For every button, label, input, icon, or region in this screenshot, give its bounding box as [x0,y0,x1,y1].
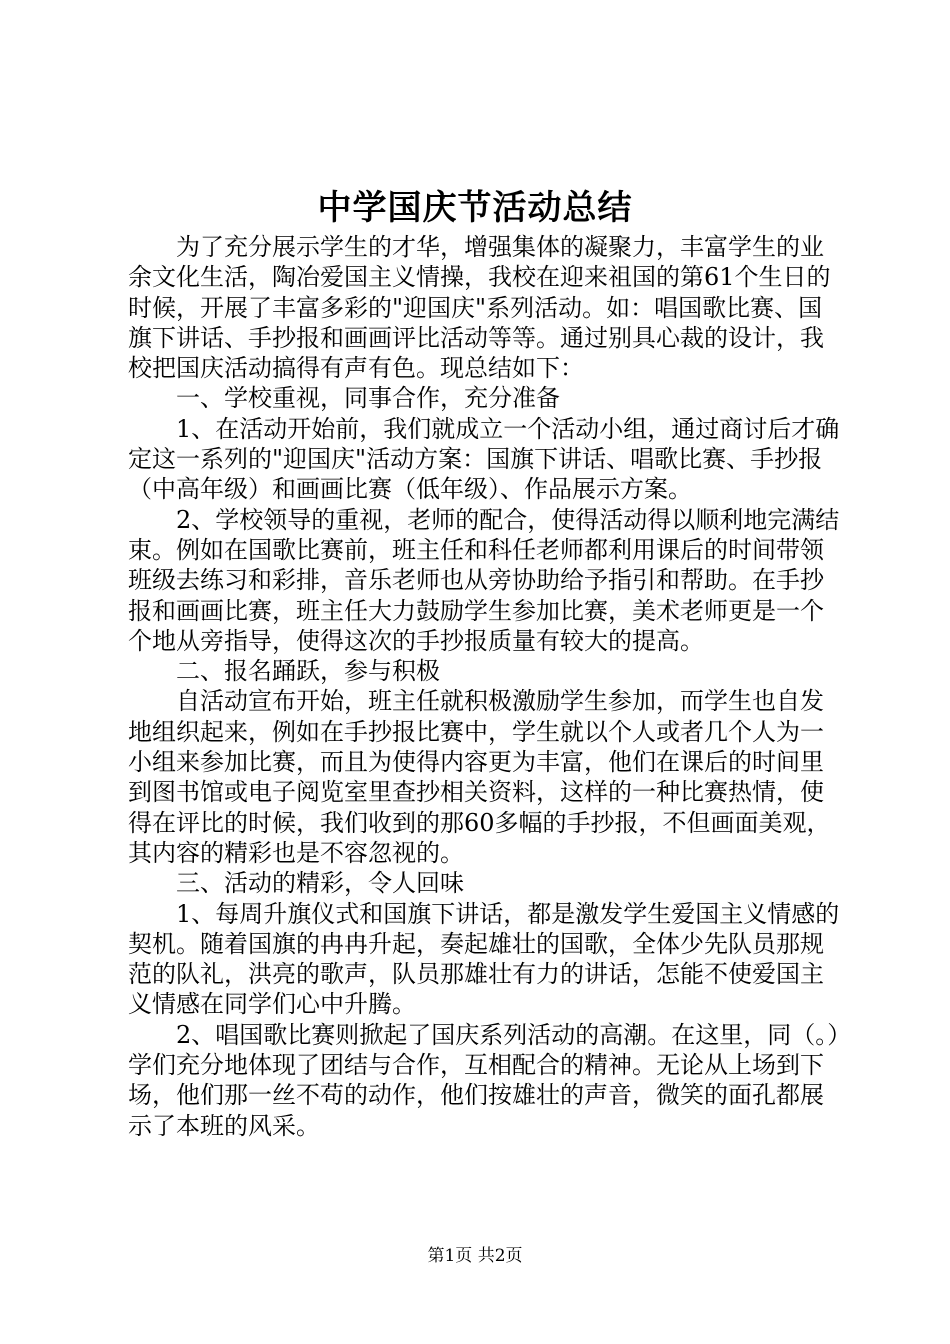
section-2-paragraph-1: 自活动宣布开始，班主任就积极激励学生参加，而学生也自发地组织起来，例如在手抄报比赛中，学生就以个人或者几个人为一小组来参加比赛，而且为使得内容更为丰富，他们在课后的时间里到图书馆或电子阅览室里查抄相关资料，这样的一种比赛热情，使得在评比的时候，我们收到的那60多幅的手抄报，不但画面美观，其内容的精彩也是不容忽视的。 [128,687,831,867]
intro-paragraph: 为了充分展示学生的才华，增强集体的凝聚力，丰富学生的业余文化生活，陶冶爱国主义情操，我校在迎来祖国的第61个生日的时候，开展了丰富多彩的"迎国庆"系列活动。如：唱国歌比赛、国旗下讲话、手抄报和画画评比活动等等。通过别具心裁的设计，我校把国庆活动搞得有声有色。现总结如下： [128,233,831,383]
section-heading-2: 二、报名踊跃，参与积极 [176,657,440,686]
document-body [128,232,840,1141]
page-footer: 第1页 共2页 [427,1246,523,1266]
section-3-paragraph-1: 1、每周升旗仪式和国旗下讲话，都是激发学生爱国主义情感的契机。随着国旗的冉冉升起，奏起雄壮的国歌，全体少先队员那规范的队礼，洪亮的歌声，队员那雄壮有力的讲话，怎能不使爱国主义情感在同学们心中升腾。 [128,899,840,1019]
section-1-paragraph-2: 2、学校领导的重视，老师的配合，使得活动得以顺利地完满结束。例如在国歌比赛前，班主任和科任老师都利用课后的时间带领班级去练习和彩排，音乐老师也从旁协助给予指引和帮助。在手抄报和画画比赛，班主任大力鼓励学生参加比赛，美术老师更是一个个地从旁指导，使得这次的手抄报质量有较大的提高。 [128,505,840,655]
section-heading-1: 一、学校重视，同事合作，充分准备 [176,384,560,413]
section-1-paragraph-1: 1、在活动开始前，我们就成立一个活动小组，通过商讨后才确定这一系列的"迎国庆"活动方案：国旗下讲话、唱歌比赛、手抄报（中高年级）和画画比赛（低年级）、作品展示方案。 [128,414,840,504]
document-title: 中学国庆节活动总结 [317,188,633,228]
section-heading-3: 三、活动的精彩，令人回味 [176,869,464,898]
section-3-paragraph-2: 2、唱国歌比赛则掀起了国庆系列活动的高潮。在这里，同（。）学们充分地体现了团结与合作，互相配合的精神。无论从上场到下场，他们那一丝不苟的动作，他们按雄壮的声音，微笑的面孔都展示了本班的风采。 [128,1020,840,1140]
